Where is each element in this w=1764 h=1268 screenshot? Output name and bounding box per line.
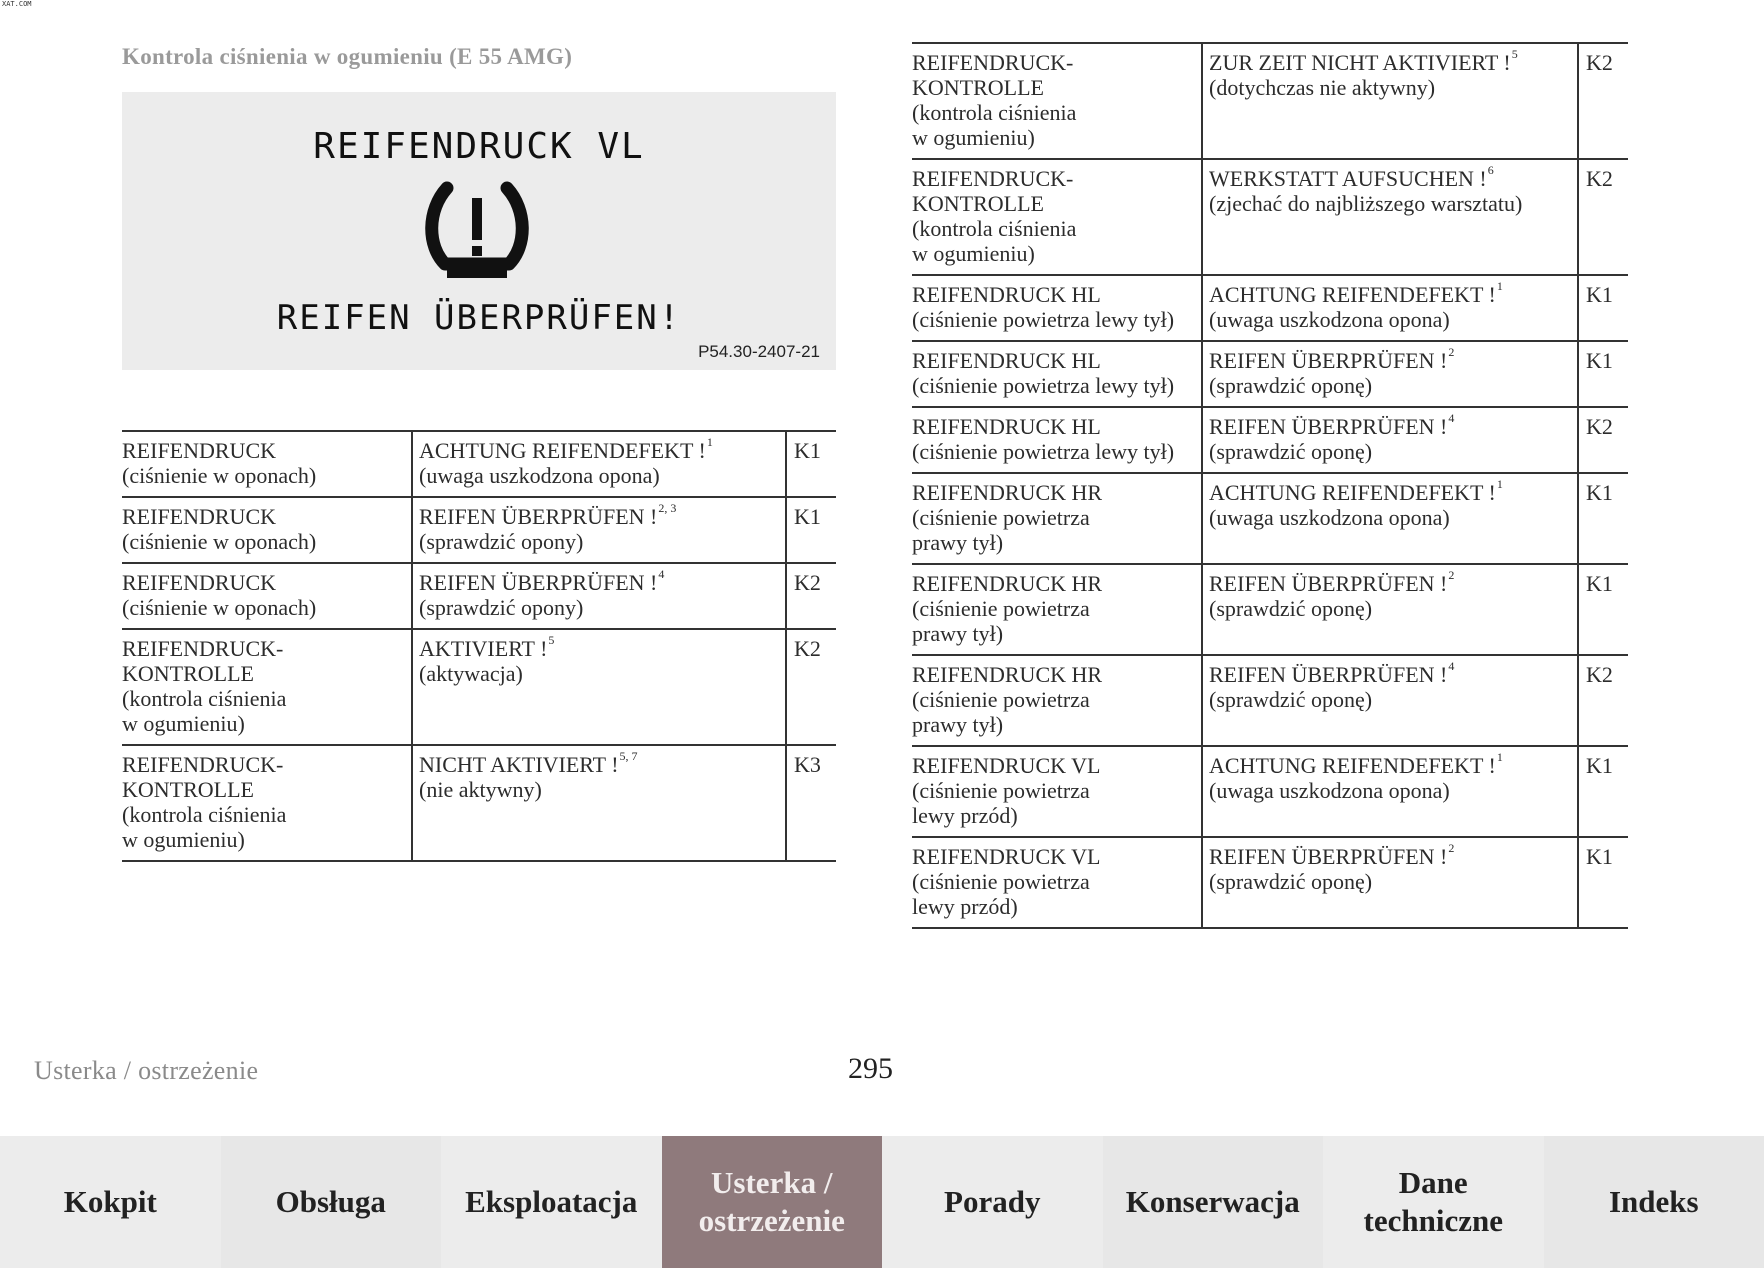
message-de-text: WERKSTATT AUFSUCHEN ! bbox=[1209, 166, 1487, 191]
warning-class: K1 bbox=[1578, 275, 1628, 341]
footnote-ref: 1 bbox=[1496, 279, 1503, 293]
message-name-line: (kontrola ciśnienia bbox=[122, 686, 287, 711]
message-name-line: w ogumieniu) bbox=[122, 827, 245, 852]
display-message-text bbox=[1202, 837, 1578, 928]
footnote-ref: 1 bbox=[706, 435, 713, 449]
tab-label-line: Usterka / bbox=[711, 1165, 833, 1200]
footnote-ref: 4 bbox=[1448, 659, 1455, 673]
message-name-line: REIFENDRUCK- bbox=[912, 50, 1074, 75]
message-name-line: (ciśnienie powietrza bbox=[912, 505, 1090, 530]
message-name-line: (ciśnienie powietrza lewy tył) bbox=[912, 439, 1175, 464]
message-name-line: w ogumieniu) bbox=[912, 241, 1035, 266]
display-message-name bbox=[912, 341, 1202, 407]
display-message-text bbox=[1202, 407, 1578, 473]
display-message-name bbox=[122, 745, 412, 861]
warning-class: K1 bbox=[1578, 473, 1628, 564]
tab-obsługa[interactable] bbox=[221, 1136, 442, 1268]
warning-class: K2 bbox=[1578, 655, 1628, 746]
table-row bbox=[912, 655, 1628, 746]
display-message-text bbox=[1202, 746, 1578, 837]
message-name-line: lewy przód) bbox=[912, 803, 1018, 828]
footnote-ref: 2 bbox=[1448, 345, 1455, 359]
tab-label bbox=[944, 1183, 1040, 1221]
tab-indeks[interactable] bbox=[1544, 1136, 1764, 1268]
message-de-text: REIFEN ÜBERPRÜFEN ! bbox=[419, 570, 658, 595]
footnote-ref: 4 bbox=[1448, 411, 1455, 425]
message-name-line: REIFENDRUCK- bbox=[912, 166, 1074, 191]
tab-label bbox=[1609, 1183, 1699, 1221]
display-message-name bbox=[912, 746, 1202, 837]
warning-class: K1 bbox=[786, 431, 836, 497]
message-name-line: (kontrola ciśnienia bbox=[912, 216, 1077, 241]
tab-label-line: Eksploatacja bbox=[465, 1184, 638, 1219]
message-de-text: REIFEN ÜBERPRÜFEN ! bbox=[1209, 571, 1448, 596]
section-title: Kontrola ciśnienia w ogumieniu (E 55 AMG) bbox=[122, 44, 573, 69]
message-name-line: (ciśnienie w oponach) bbox=[122, 463, 317, 488]
display-line-1: REIFENDRUCK VL bbox=[313, 126, 645, 167]
table-row bbox=[912, 837, 1628, 928]
display-line-2: REIFEN ÜBERPRÜFEN! bbox=[276, 298, 682, 338]
message-pl: (uwaga uszkodzona opona) bbox=[1209, 778, 1450, 803]
message-name-line: REIFENDRUCK HL bbox=[912, 414, 1101, 439]
message-de bbox=[419, 749, 779, 777]
warning-class: K3 bbox=[786, 745, 836, 861]
message-de-text: REIFEN ÜBERPRÜFEN ! bbox=[1209, 844, 1448, 869]
tab-konserwacja[interactable] bbox=[1103, 1136, 1324, 1268]
message-name-line: REIFENDRUCK HR bbox=[912, 662, 1103, 687]
warning-class: K2 bbox=[1578, 159, 1628, 275]
warning-class: K2 bbox=[786, 629, 836, 745]
message-pl: (dotychczas nie aktywny) bbox=[1209, 75, 1436, 100]
table-row bbox=[912, 159, 1628, 275]
message-pl: (sprawdzić oponę) bbox=[1209, 869, 1373, 894]
footnote-ref: 5 bbox=[548, 633, 555, 647]
message-name-line: KONTROLLE bbox=[912, 191, 1044, 216]
display-message-text bbox=[412, 431, 786, 497]
warning-class: K1 bbox=[1578, 564, 1628, 655]
tab-porady[interactable] bbox=[882, 1136, 1103, 1268]
message-name-line: prawy tył) bbox=[912, 621, 1004, 646]
message-pl: (zjechać do najbliższego warsztatu) bbox=[1209, 191, 1523, 216]
tab-label-line: techniczne bbox=[1363, 1203, 1503, 1238]
display-message-name bbox=[912, 159, 1202, 275]
table-row bbox=[912, 43, 1628, 159]
tab-dane-techniczne[interactable] bbox=[1323, 1136, 1544, 1268]
footnote-ref: 5 bbox=[1511, 47, 1518, 61]
message-de bbox=[1209, 750, 1571, 778]
display-message-name bbox=[122, 431, 412, 497]
footnote-ref: 1 bbox=[1496, 750, 1503, 764]
tab-label-line: Konserwacja bbox=[1125, 1184, 1300, 1219]
message-pl: (aktywacja) bbox=[419, 661, 523, 686]
message-de-text: ACHTUNG REIFENDEFEKT ! bbox=[1209, 753, 1496, 778]
tab-usterka-ostrzeżenie[interactable] bbox=[662, 1136, 883, 1268]
message-de bbox=[419, 501, 779, 529]
message-name-line: prawy tył) bbox=[912, 530, 1004, 555]
display-message-name bbox=[912, 275, 1202, 341]
tire-pressure-warning-icon bbox=[423, 180, 531, 284]
display-message-text bbox=[412, 745, 786, 861]
footnote-ref: 2 bbox=[1448, 841, 1455, 855]
table-row bbox=[912, 275, 1628, 341]
chapter-tabs bbox=[0, 1136, 1764, 1268]
table-row bbox=[122, 431, 836, 497]
message-pl: (uwaga uszkodzona opona) bbox=[1209, 505, 1450, 530]
display-message-name bbox=[912, 407, 1202, 473]
message-name-line: w ogumieniu) bbox=[912, 125, 1035, 150]
message-de-text: ACHTUNG REIFENDEFEKT ! bbox=[419, 438, 706, 463]
tab-label bbox=[64, 1183, 157, 1221]
message-pl: (sprawdzić opony) bbox=[419, 595, 584, 620]
tab-label-line: Dane bbox=[1398, 1165, 1468, 1200]
message-name-line: lewy przód) bbox=[912, 894, 1018, 919]
message-name-line: REIFENDRUCK bbox=[122, 438, 277, 463]
message-pl: (sprawdzić oponę) bbox=[1209, 687, 1373, 712]
message-de-text: REIFEN ÜBERPRÜFEN ! bbox=[1209, 662, 1448, 687]
tab-label-line: Obsługa bbox=[275, 1184, 386, 1219]
message-name-line: KONTROLLE bbox=[912, 75, 1044, 100]
message-name-line: REIFENDRUCK HL bbox=[912, 282, 1101, 307]
warning-class: K1 bbox=[1578, 341, 1628, 407]
instrument-display bbox=[122, 92, 836, 370]
message-pl: (sprawdzić oponę) bbox=[1209, 373, 1373, 398]
message-name-line: KONTROLLE bbox=[122, 777, 254, 802]
message-name-line: REIFENDRUCK bbox=[122, 504, 277, 529]
message-de bbox=[1209, 477, 1571, 505]
message-name-line: (ciśnienie powietrza lewy tył) bbox=[912, 373, 1175, 398]
message-name-line: REIFENDRUCK- bbox=[122, 636, 284, 661]
message-name-line: (ciśnienie w oponach) bbox=[122, 595, 317, 620]
message-name-line: REIFENDRUCK VL bbox=[912, 844, 1101, 869]
message-name-line: (ciśnienie powietrza bbox=[912, 687, 1090, 712]
display-message-text bbox=[1202, 473, 1578, 564]
message-de bbox=[1209, 841, 1571, 869]
message-de bbox=[1209, 279, 1571, 307]
message-de bbox=[419, 633, 779, 661]
table-row bbox=[912, 341, 1628, 407]
message-de bbox=[1209, 411, 1571, 439]
display-message-text bbox=[412, 629, 786, 745]
message-pl: (sprawdzić oponę) bbox=[1209, 439, 1373, 464]
message-name-line: KONTROLLE bbox=[122, 661, 254, 686]
message-name-line: REIFENDRUCK bbox=[122, 570, 277, 595]
message-pl: (nie aktywny) bbox=[419, 777, 542, 802]
warning-class: K1 bbox=[1578, 837, 1628, 928]
display-message-text bbox=[1202, 275, 1578, 341]
table-row bbox=[122, 563, 836, 629]
table-row bbox=[122, 745, 836, 861]
footnote-ref: 1 bbox=[1496, 477, 1503, 491]
display-message-name bbox=[122, 629, 412, 745]
display-message-text bbox=[412, 563, 786, 629]
corner-mark: XAT.COM bbox=[2, 0, 32, 8]
message-pl: (uwaga uszkodzona opona) bbox=[1209, 307, 1450, 332]
message-de bbox=[1209, 163, 1571, 191]
message-name-line: (ciśnienie powietrza bbox=[912, 596, 1090, 621]
footnote-ref: 2, 3 bbox=[658, 501, 677, 515]
message-pl: (uwaga uszkodzona opona) bbox=[419, 463, 660, 488]
message-name-line: w ogumieniu) bbox=[122, 711, 245, 736]
message-de bbox=[1209, 568, 1571, 596]
table-row bbox=[912, 473, 1628, 564]
table-row bbox=[912, 746, 1628, 837]
message-de bbox=[1209, 659, 1571, 687]
table-row bbox=[122, 497, 836, 563]
left-message-table bbox=[122, 430, 836, 862]
message-de-text: REIFEN ÜBERPRÜFEN ! bbox=[419, 504, 658, 529]
display-message-name bbox=[912, 473, 1202, 564]
display-message-text bbox=[1202, 341, 1578, 407]
tab-label-line: Kokpit bbox=[63, 1184, 157, 1219]
footnote-ref: 4 bbox=[658, 567, 665, 581]
page-number: 295 bbox=[848, 1052, 893, 1085]
warning-class: K2 bbox=[786, 563, 836, 629]
message-de-text: ZUR ZEIT NICHT AKTIVIERT ! bbox=[1209, 50, 1511, 75]
display-message-text bbox=[1202, 43, 1578, 159]
tab-label bbox=[276, 1183, 386, 1221]
tab-label bbox=[1126, 1183, 1300, 1221]
display-message-name bbox=[122, 563, 412, 629]
message-pl: (sprawdzić oponę) bbox=[1209, 596, 1373, 621]
footnote-ref: 2 bbox=[1448, 568, 1455, 582]
tab-label bbox=[699, 1164, 845, 1240]
display-message-name bbox=[122, 497, 412, 563]
tab-label-line: Indeks bbox=[1608, 1184, 1699, 1219]
display-message-name bbox=[912, 43, 1202, 159]
display-message-name bbox=[912, 564, 1202, 655]
message-pl: (sprawdzić opony) bbox=[419, 529, 584, 554]
figure-code: P54.30-2407-21 bbox=[698, 342, 820, 361]
tab-eksploatacja[interactable] bbox=[441, 1136, 662, 1268]
display-message-text bbox=[1202, 564, 1578, 655]
footnote-ref: 5, 7 bbox=[619, 749, 638, 763]
tab-label bbox=[1364, 1164, 1503, 1240]
message-name-line: REIFENDRUCK- bbox=[122, 752, 284, 777]
warning-class: K2 bbox=[1578, 407, 1628, 473]
message-de bbox=[419, 567, 779, 595]
table-row bbox=[912, 564, 1628, 655]
message-name-line: (ciśnienie w oponach) bbox=[122, 529, 317, 554]
message-name-line: REIFENDRUCK HR bbox=[912, 571, 1103, 596]
right-message-table bbox=[912, 42, 1628, 929]
footnote-ref: 6 bbox=[1487, 163, 1494, 177]
message-de-text: REIFEN ÜBERPRÜFEN ! bbox=[1209, 348, 1448, 373]
display-message-name bbox=[912, 837, 1202, 928]
message-name-line: (ciśnienie powietrza bbox=[912, 778, 1090, 803]
display-message-text bbox=[1202, 159, 1578, 275]
message-name-line: (ciśnienie powietrza lewy tył) bbox=[912, 307, 1175, 332]
message-de bbox=[1209, 345, 1571, 373]
table-row bbox=[122, 629, 836, 745]
message-name-line: REIFENDRUCK HR bbox=[912, 480, 1103, 505]
message-name-line: (ciśnienie powietrza bbox=[912, 869, 1090, 894]
message-name-line: REIFENDRUCK VL bbox=[912, 753, 1101, 778]
table-row bbox=[912, 407, 1628, 473]
message-name-line: (kontrola ciśnienia bbox=[912, 100, 1077, 125]
display-message-name bbox=[912, 655, 1202, 746]
message-de-text: ACHTUNG REIFENDEFEKT ! bbox=[1209, 480, 1496, 505]
warning-class: K1 bbox=[1578, 746, 1628, 837]
tab-label bbox=[465, 1183, 637, 1221]
message-de bbox=[419, 435, 779, 463]
message-de-text: ACHTUNG REIFENDEFEKT ! bbox=[1209, 282, 1496, 307]
footer-section-label: Usterka / ostrzeżenie bbox=[34, 1056, 259, 1085]
message-de-text: NICHT AKTIVIERT ! bbox=[419, 752, 619, 777]
message-name-line: (kontrola ciśnienia bbox=[122, 802, 287, 827]
warning-class: K1 bbox=[786, 497, 836, 563]
warning-class: K2 bbox=[1578, 43, 1628, 159]
tab-label-line: ostrzeżenie bbox=[698, 1203, 845, 1238]
tab-label-line: Porady bbox=[944, 1184, 1041, 1219]
message-de bbox=[1209, 47, 1571, 75]
message-de-text: REIFEN ÜBERPRÜFEN ! bbox=[1209, 414, 1448, 439]
display-message-text bbox=[1202, 655, 1578, 746]
message-name-line: REIFENDRUCK HL bbox=[912, 348, 1101, 373]
message-name-line: prawy tył) bbox=[912, 712, 1004, 737]
tab-kokpit[interactable] bbox=[0, 1136, 221, 1268]
display-message-text bbox=[412, 497, 786, 563]
message-de-text: AKTIVIERT ! bbox=[419, 636, 548, 661]
